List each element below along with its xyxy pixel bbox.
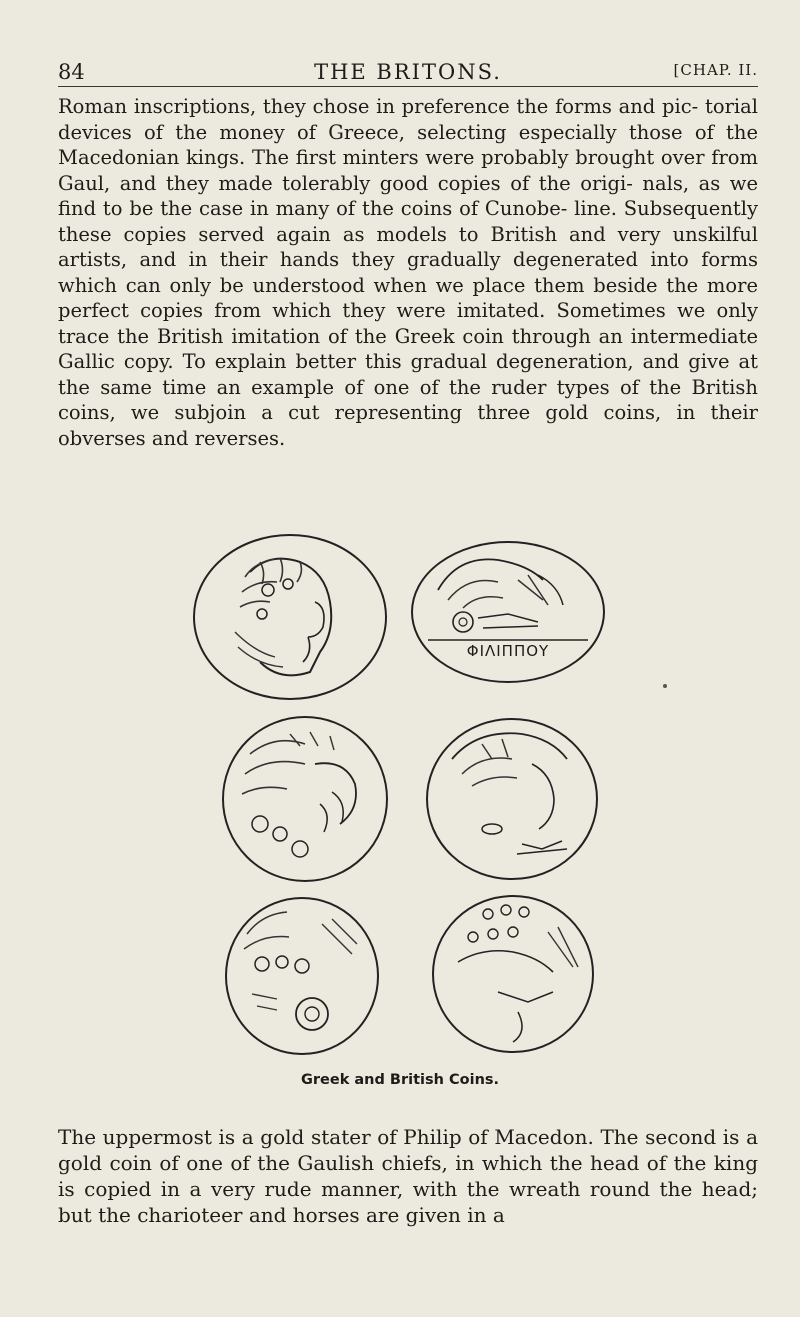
coin-1-reverse (408, 540, 608, 690)
coin-legend: ΦΙΛΙΠΠΟΥ (466, 642, 550, 660)
page-number: 84 (58, 60, 85, 84)
header-rule (58, 86, 758, 87)
paragraph: The uppermost is a gold stater of Philip of Macedon. The second is a gold coin of one of the Gaulish chiefs, in which the head of the king is copied in a very rude manner, with the wreath round the head; but the charioteer and horses are given in a (58, 1125, 758, 1227)
coin-3-obverse (222, 894, 382, 1059)
body-text-continued (58, 1124, 758, 1228)
running-head (58, 58, 758, 88)
chapter-mark: [CHAP. II. (673, 61, 758, 79)
stray-mark (663, 684, 667, 688)
coin-2-obverse (220, 714, 390, 884)
coin-2-reverse (422, 714, 602, 884)
figure-caption: Greek and British Coins. (300, 1072, 500, 1088)
coin-figure (150, 532, 670, 1062)
running-title: THE BRITONS. (314, 60, 502, 84)
coin-1-obverse (190, 532, 390, 702)
body-text (58, 94, 758, 451)
coin-3-reverse (428, 892, 598, 1057)
paragraph: Roman inscriptions, they chose in preference the forms and pic- torial devices of the money of Greece, selecting especially those of the Macedonian kings. The first minters were probably brought over from Gaul, and they made tolerably good copies of the origi- nals, as we find to be the case in many of the coins of Cunobe- line. Subsequently these copies served again as models to British and very unskilful artists, and in their hands they gradually degenerated into forms which can only be understood when we place them beside the more perfect copies from which they were imitated. Sometimes we only trace the British imitation of the Greek coin through an intermediate Gallic copy. To explain better this gradual degeneration, and give at the same time an example of one of the ruder types of the British coins, we subjoin a cut representing three gold coins, in their obverses and reverses. (58, 95, 758, 450)
